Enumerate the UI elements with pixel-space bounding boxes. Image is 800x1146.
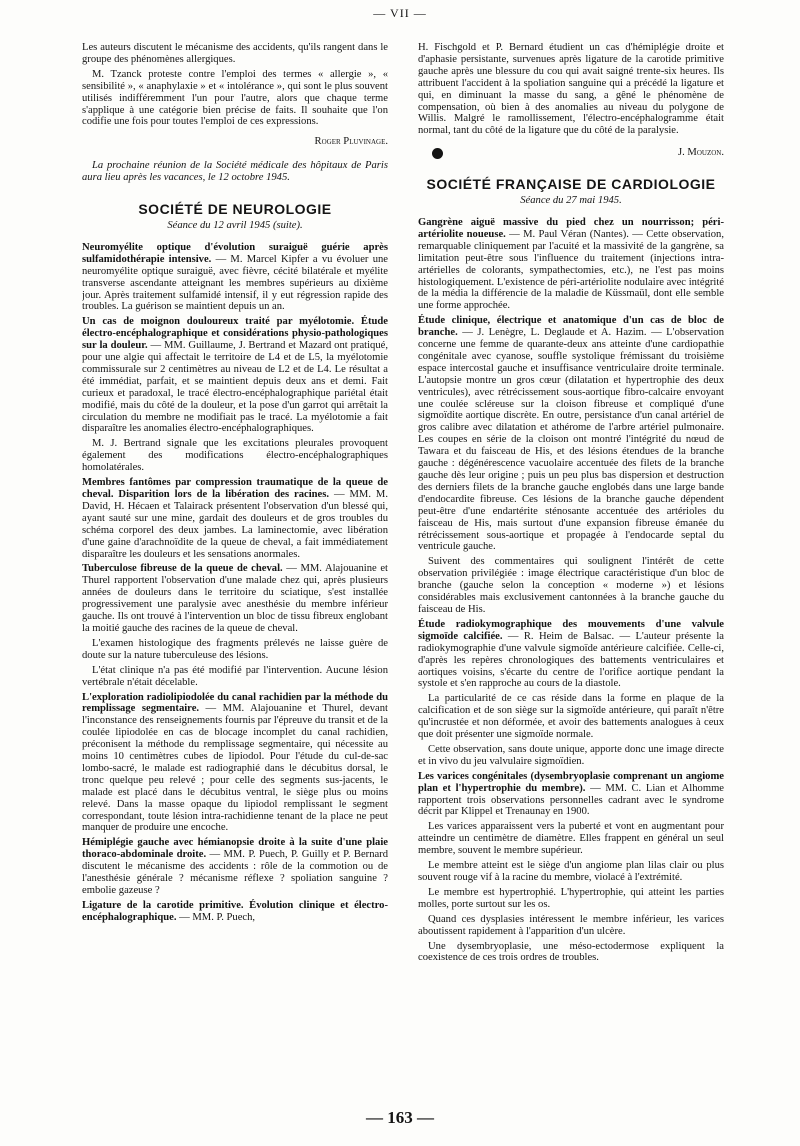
entry-title: Tuberculose fibreuse de la queue de cheval. [82,563,283,575]
entry-title: Les varices congénitales (dysembryoplasie comprenant un angiome plan et l'hypertrophie du membre). [418,770,724,794]
entry-text: — MM. Alajouanine et Thurel rapportent l'observation d'une malade chez qui, après plusieurs années de douleurs dans le territoire du sciatique, s'est installée progressivement une paralysie avec anesthésie du membre inférieur gauche. Ils ont trouvé à l'intervention un bloc de tissu fibreux englobant la moitié gauche des racines de la queue de cheval. [82,563,388,634]
entry-text: — MM. M. David, H. Hécaen et Talairack présentent l'observation d'un blessé qui, ayant sauté sur une mine, gardait des douleurs et de gros troubles du schéma corporel des deux jambes. La laminectomie, avec libération d'une gaine d'arachnoïdite de la queue de cheval, a fait immédiatement disparaître les douleurs et les sensations anormales. [82,489,388,560]
entry-title: Un cas de moignon douloureux traité par myélotomie. Étude électro-encéphalographique et considérations physio-pathologiques sur la douleur. [82,316,388,352]
left-column [82,42,388,1104]
signature-row [418,147,724,159]
entry [82,477,388,560]
entry-text: — MM. Guillaume, J. Bertrand et Mazard ont pratiqué, pour une algie qui affectait le territoire de L4 et de L5, la myélotomie commissurale sur 2 centimètres au niveau de L2 et de L4. Le résultat a été immédiat, parfait, et se maintient depuis deux ans et demi. Fait curieux et paradoxal, le tracé électro-encéphalographique pariétal était modifié, mais du côté de la douleur, et la pose d'un garrot qui arrêtait la circulation du membre ne modifiait pas le tracé. La myélotomie a fait disparaître les anomalies électro-encéphalographiques. [82,340,388,435]
entry-title: L'exploration radiolipiodolée du canal rachidien par la méthode du remplissage segmentaire. [82,691,388,715]
paragraph: Suivent des commentaires qui soulignent l'intérêt de cette observation privilégiée : image électrique caractéristique d'un bloc de branche (gauche selon la conception « moderne ») et lésions considérables mais exclusivement cantonnées à la branche gauche du faisceau de His. [418,556,724,615]
meeting-notice: La prochaine réunion de la Société médicale des hôpitaux de Paris aura lieu après les vacances, le 12 octobre 1945. [82,160,388,184]
entry-text: — MM. C. Lian et Alhomme rapportent trois observations personnelles cadrant avec le syndrome décrit par Klippel et Trenaunay en 1900. [418,782,724,818]
paragraph: Une dysembryoplasie, une méso-ectodermose expliquent la coexistence de ces trois ordres de troubles. [418,940,724,964]
paragraph: Quand ces dysplasies intéressent le membre inférieur, les varices aboutissent rapidement à l'apparition d'un ulcère. [418,913,724,937]
entry [82,563,388,634]
entry [82,692,388,835]
entry [82,900,388,924]
entry-title: Étude clinique, électrique et anatomique d'un cas de bloc de branche. [418,315,724,339]
entry-text: — R. Heim de Balsac. — L'auteur présente la radiokymographie d'une valvule sigmoïde antérieure calcifiée. Celle-ci, d'après les repères chronologiques des battements ventriculaires et aortiques voisins, s'écarte du centre de l'orifice aortique pendant la systole et s'en rapproche au cours de la diastole. [418,630,724,690]
bullet-icon [432,148,443,159]
paragraph: La particularité de ce cas réside dans la forme en plaque de la calcification et de son siège sur la sigmoïde antérieure, qui paraît n'être qu'incrustée et non déformée, et avoir des battements analogues à ceux que doit présenter une sigmoïde normale. [418,693,724,741]
entry-title: Gangrène aiguë massive du pied chez un nourrisson; péri-artériolite noueuse. [418,216,724,240]
entry-text: — M. Marcel Kipfer a vu évoluer une neuromyélite optique suraiguë, avec fièvre, cécité bilatérale et myélite transverse ascendante atteignant les membres supérieurs au dixième jour. Après traitement sulfamidé intensif, il y eut régression rapide des troubles. La guérison se maintient depuis un an. [82,253,388,313]
entry-text: — MM. Alajouanine et Thurel, devant l'inconstance des renseignements fournis par l'épreuve du transit et de la coulée lipiodolée en cas de blocage incomplet du canal rachidien, préconisent la méthode du remplissage segmentaire, qui nécessite au moins 10 centimètres cubes de lipiodol. Pour l'étude du cul-de-sac lombo-sacré, le malade est radiographié dans le décubitus dorsal, le tronc quelque peu relevé ; pour celle des segments sus-jacents, le malade est placé dans le décubitus ventral, le siège plus ou moins relevé. Dans la masse opaque du lipiodol remplissant le segment correspondant, toute lésion intra-rachidienne tenant de la place ne peut manquer de produire une encoche. [82,703,388,834]
paragraph: L'examen histologique des fragments prélevés ne laisse guère de doute sur la nature tuberculeuse des lésions. [82,637,388,661]
entry-text: — M. Paul Véran (Nantes). — Cette observation, remarquable cliniquement par l'acuité et la massivité de la gangrène, sa limitation peut-être sous l'influence du traitement (injections intra-artérielles de colorants, sympathectomies, etc.), ne l'est pas moins histologiquement. L'existence de péri-artériolite nodulaire avec intégrité de la média la différencie de la maladie de Küssmaül, dont elle semble une forme approchée. [418,228,724,312]
signature: Roger Pluvinage. [314,136,388,148]
page-header: — VII — [373,6,427,20]
session-date: Séance du 27 mai 1945. [520,195,622,207]
entry [418,217,724,312]
paragraph: M. Tzanck proteste contre l'emploi des termes « allergie », « sensibilité », « anaphylaxie » et « intolérance », qui sont le plus souvent utilisés indifféremment l'un pour l'autre, alors que chaque terme s'applique à une catégorie bien précise de faits. Il souhaite que l'on codifie une fois pour toutes l'emploi de ces expressions. [82,68,388,128]
paragraph: Les varices apparaissent vers la puberté et vont en augmentant pour atteindre un centimètre de diamètre. Elles frappent en général un seul membre, souvent le membre supérieur. [418,821,724,857]
entry [418,315,724,553]
entry [82,316,388,435]
session-date: Séance du 12 avril 1945 (suite). [167,219,303,231]
paragraph: Cette observation, sans doute unique, apporte donc une image directe et in vivo du jeu valvulaire sigmoïdien. [418,743,724,767]
entry [82,242,388,313]
paragraph: Les auteurs discutent le mécanisme des accidents, qu'ils rangent dans le groupe des phénomènes allergiques. [82,42,388,65]
society-heading: SOCIÉTÉ DE NEUROLOGIE [138,201,332,218]
right-column [418,42,724,1104]
entry [82,837,388,897]
paragraph: Le membre atteint est le siège d'un angiome plan lilas clair ou plus souvent rouge vif à la racine du membre, violacé à l'extrémité. [418,860,724,883]
paragraph: H. Fischgold et P. Bernard étudient un cas d'hémiplégie droite et d'aphasie persistante, survenues après ligature de la carotide primitive gauche après une blessure du cou qui avait saigné trente-six heures. Ils attribuent l'accident à la spoliation sanguine qui a précédé la ligature et qui, en diminuant la masse du sang, a gêné le phénomène de compensation, où bien à des anomalies au niveau du polygone de Willis. Malgré le ramollissement, l'électro-encéphalogramme était normal, tant du côté de la ligature que du côté de la paralysie. [418,42,724,137]
paragraph: M. J. Bertrand signale que les excitations pleurales provoquent également des modifications électro-encéphalographiques homolatérales. [82,438,388,474]
entry-text: — J. Lenègre, L. Deglaude et A. Hazim. — L'observation concerne une femme de quarante-deux ans atteinte d'une cardiopathie congénitale avec cyanose, souffle systolique frémissant du troisième espace intercostal gauche et insuffisance ventriculaire droite terminale. L'autopsie montre un gros cœur (dilatation et hypertrophie des deux ventricules), avec rétrécissement sous-aortique fibro-calcaire envoyant une coulée scléreuse sur la cloison fibreuse et compliqué d'une sigmoïdite aortique discrète. En outre, persistance d'un canal artériel de gros calibre avec dilatation et athérome de l'arbre artériel pulmonaire. Les coupes en série de la cloison ont montré l'intégrité du nœud de Tawara et du faisceau de His, et des lésions étendues de la branche gauche : dégénérescence vacuolaire accentuée des filets de la branche gauche dès leur origine ; puis un peu plus bas dispersion et destruction des derniers filets de la branche gauche englobés dans une large bande d'endocardite fibreuse. Ces lésions de la branche gauche dépendent peut-être d'une endartérite sténosante accentuée des artérioles du faisceau de His, mais surtout d'une expansion fibreuse émanée du rétrécissement sous-aortique et propagée à l'endocarde septal du ventricule gauche. [418,327,724,553]
entry-title: Hémiplégie gauche avec hémianopsie droite à la suite d'une plaie thoraco-abdominale droite. [82,837,388,861]
entry-text: — MM. P. Puech, [176,911,256,923]
society-heading: SOCIÉTÉ FRANÇAISE DE CARDIOLOGIE [426,176,716,193]
entry [418,619,724,690]
entry-title: Neuromyélite optique d'évolution suraiguë guérie après sulfamidothérapie intensive. [82,241,388,265]
entry-title: Étude radiokymographique des mouvements d'une valvule sigmoïde calcifiée. [418,618,724,642]
paragraph: Le membre est hypertrophié. L'hypertrophie, qui atteint les parties molles, porte surtout sur les os. [418,886,724,910]
entry-title: Membres fantômes par compression traumatique de la queue de cheval. Disparition lors de la libération des racines. [82,477,388,500]
paragraph: L'état clinique n'a pas été modifié par l'intervention. Aucune lésion vertébrale n'était décelable. [82,664,388,688]
entry [418,771,724,819]
entry-title: Ligature de la carotide primitive. Évolution clinique et électro-encéphalographique. [82,899,388,923]
signature: J. Mouzon. [678,147,724,159]
page-number: — 163 — [366,1108,434,1127]
entry-text: — MM. P. Puech, P. Guilly et P. Bernard discutent le mécanisme des accidents : rôle de la commotion ou de l'anesthésie générale ? mécanisme réflexe ? spoliation sanguine ? embolie gazeuse ? [82,849,388,896]
